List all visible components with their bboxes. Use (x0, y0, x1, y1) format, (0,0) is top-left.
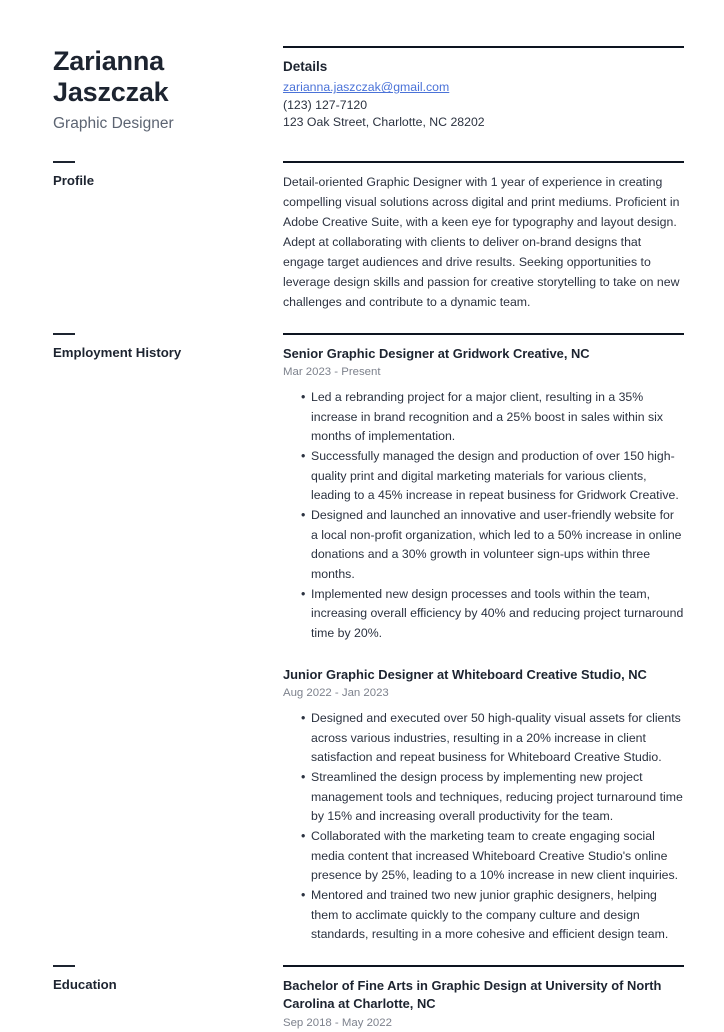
header-identity-column (53, 46, 283, 133)
section-label-education: Education (53, 976, 117, 992)
spacer-after-employment (53, 945, 684, 965)
entry-bullet: • Collaborated with the marketing team to create engaging social media content that increased Whiteboard Creative Studio's online presence by 25%, leading to a 10% increase in new client inquiries. (301, 827, 684, 886)
section-dash-icon (53, 161, 75, 163)
employment-label-column (53, 333, 283, 361)
entry-date-range: Mar 2023 - Present (283, 365, 381, 378)
profile-label-column (53, 161, 283, 189)
entry-title: Senior Graphic Designer at Gridwork Creative, NC (283, 345, 590, 361)
employment-divider (283, 333, 684, 335)
list-item (283, 977, 684, 1032)
education-content-column (283, 965, 684, 1032)
entry-bullet: • Designed and executed over 50 high-quality visual assets for clients across various industries, resulting in a 20% increase in client satisfaction and repeat business for Whiteboard Creative Studio. (301, 709, 684, 768)
education-label-column (53, 965, 283, 993)
header-section (53, 46, 684, 133)
section-label-profile: Profile (53, 173, 95, 189)
page-title: Zarianna Jaszczak (53, 46, 169, 108)
employment-section (53, 333, 684, 945)
details-column (283, 46, 684, 132)
email-link[interactable]: zarianna.jaszczak@gmail.com (283, 80, 450, 95)
entry-title: Junior Graphic Designer at Whiteboard Creative Studio, NC (283, 666, 647, 682)
details-heading: Details (283, 59, 328, 74)
spacer-after-profile (53, 313, 684, 333)
entry-bullet-list (283, 388, 684, 644)
spacer-after-header (53, 133, 684, 161)
employment-content-column (283, 333, 684, 945)
details-phone: (123) 127-7120 (283, 97, 368, 112)
entry-bullet: • Led a rebranding project for a major client, resulting in a 35% increase in brand recognition and a 25% boost in sales within six months of implementation. (301, 388, 684, 447)
profile-section (53, 161, 684, 312)
section-label-employment: Employment History (53, 344, 182, 360)
section-dash-icon (53, 965, 75, 967)
entry-bullet: • Successfully managed the design and production of over 150 high-quality print and digital marketing materials for various clients, leading to a 45% increase in repeat business for Gridwork Creative. (301, 447, 684, 506)
profile-divider (283, 161, 684, 163)
profile-content-column (283, 161, 684, 312)
profile-text: Detail-oriented Graphic Designer with 1 year of experience in creating compelling visual solutions across digital and print mediums. Proficient in Adobe Creative Suite, with a keen eye for typography and layout design. Adept at collaborating with clients to deliver on-brand designs that engage target audiences and drive results. Seeking opportunities to leverage design skills and passion for creative storytelling to take on new challenges and contribute to a dynamic team. (283, 175, 680, 309)
list-item (283, 345, 684, 644)
candidate-job-title: Graphic Designer (53, 114, 174, 132)
details-divider (283, 46, 684, 48)
entry-bullet-list (283, 709, 684, 945)
entry-title: Bachelor of Fine Arts in Graphic Design at University of North Carolina at Charlotte, NC (283, 977, 662, 1012)
education-divider (283, 965, 684, 967)
education-section (53, 965, 684, 1032)
employment-entry-list (283, 345, 684, 945)
details-address: 123 Oak Street, Charlotte, NC 28202 (283, 115, 485, 130)
section-dash-icon (53, 333, 75, 335)
education-entry-list (283, 977, 684, 1032)
entry-date-range: Sep 2018 - May 2022 (283, 1016, 392, 1029)
entry-bullet: • Designed and launched an innovative and user-friendly website for a local non-profit organization, which led to a 50% increase in online donations and a 30% growth in volunteer sign-ups within three months. (301, 506, 684, 585)
details-email-row (283, 78, 684, 97)
entry-bullet: • Mentored and trained two new junior graphic designers, helping them to acclimate quickly to the company culture and design standards, resulting in a more cohesive and efficient design team. (301, 886, 684, 945)
entry-date-range: Aug 2022 - Jan 2023 (283, 686, 389, 699)
entry-bullet: • Implemented new design processes and tools within the team, increasing overall efficiency by 40% and reducing project turnaround time by 20%. (301, 585, 684, 644)
list-item (283, 666, 684, 945)
entry-bullet: • Streamlined the design process by implementing new project management tools and techniques, reducing project turnaround time by 15% and increasing overall productivity for the team. (301, 768, 684, 827)
